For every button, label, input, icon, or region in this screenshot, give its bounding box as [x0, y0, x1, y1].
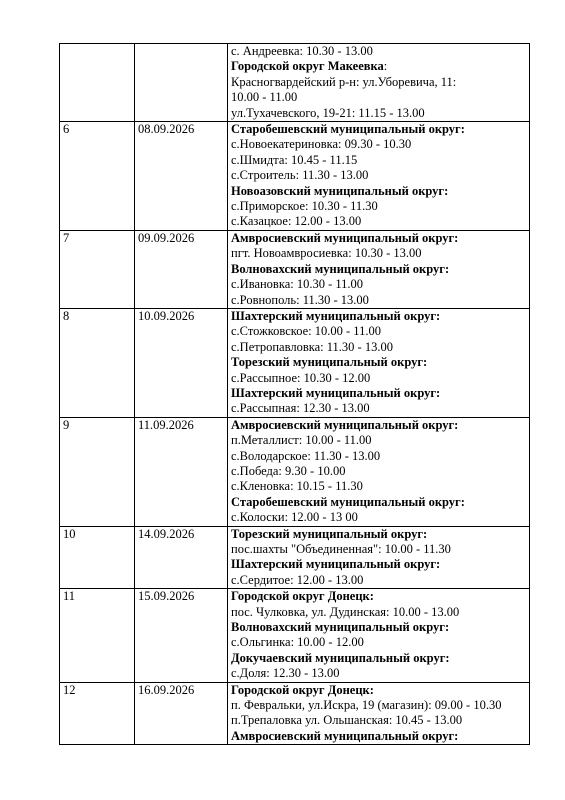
row-locations	[228, 44, 530, 122]
row-locations	[228, 526, 530, 589]
location-schedule-line	[231, 324, 526, 339]
district-heading	[231, 59, 526, 74]
row-date: 15.09.2026	[135, 589, 228, 682]
district-heading	[231, 309, 526, 324]
line-text: п. Февральки, ул.Искра, 19 (магазин): 09.00 - 10.30	[231, 698, 502, 713]
location-schedule-line	[231, 293, 526, 308]
district-heading	[231, 557, 526, 572]
district-heading	[231, 231, 526, 246]
row-date: 14.09.2026	[135, 526, 228, 589]
line-text: с.Победа: 9.30 - 10.00	[231, 463, 346, 478]
location-schedule-line	[231, 635, 526, 650]
line-text: с.Стожковское: 10.00 - 11.00	[231, 324, 381, 339]
line-text: Шахтерский муниципальный округ:	[231, 385, 441, 400]
district-heading	[231, 651, 526, 666]
table-row	[60, 122, 530, 231]
district-heading	[231, 184, 526, 199]
location-schedule-line	[231, 214, 526, 229]
district-heading	[231, 589, 526, 604]
line-text: Амвросиевский муниципальный округ:	[231, 230, 459, 245]
line-suffix: :	[383, 59, 388, 74]
line-text: 10.00 - 11.00	[231, 90, 298, 105]
line-text: Старобешевский муниципальный округ:	[231, 122, 465, 137]
line-text: с.Строитель: 11.30 - 13.00	[231, 168, 369, 183]
row-number: 6	[60, 122, 135, 231]
row-locations	[228, 230, 530, 308]
location-schedule-line	[231, 433, 526, 448]
line-text: с.Ольгинка: 10.00 - 12.00	[231, 635, 364, 650]
district-heading	[231, 683, 526, 698]
row-locations	[228, 682, 530, 745]
district-heading	[231, 418, 526, 433]
line-text: с.Новоекатериновка: 09.30 - 10.30	[231, 137, 412, 152]
district-heading	[231, 620, 526, 635]
location-schedule-line	[231, 464, 526, 479]
line-text: с.Петропавловка: 11.30 - 13.00	[231, 339, 393, 354]
district-heading	[231, 495, 526, 510]
table-row	[60, 526, 530, 589]
location-schedule-line	[231, 153, 526, 168]
location-schedule-line	[231, 90, 526, 105]
line-text: с.Приморское: 10.30 - 11.30	[231, 199, 378, 214]
table-row	[60, 230, 530, 308]
line-text: Шахтерский муниципальный округ:	[231, 308, 441, 323]
location-schedule-line	[231, 449, 526, 464]
row-date	[135, 44, 228, 122]
location-schedule-line	[231, 605, 526, 620]
location-schedule-line	[231, 137, 526, 152]
line-text: п.Металлист: 10.00 - 11.00	[231, 433, 372, 448]
row-number: 12	[60, 682, 135, 745]
table-row	[60, 682, 530, 745]
row-locations	[228, 589, 530, 682]
row-number: 7	[60, 230, 135, 308]
district-heading	[231, 386, 526, 401]
location-schedule-line	[231, 698, 526, 713]
line-text: Торезский муниципальный округ:	[231, 355, 428, 370]
location-schedule-line	[231, 199, 526, 214]
line-text: с.Рассыпное: 10.30 - 12.00	[231, 370, 371, 385]
line-text: с.Ровнополь: 11.30 - 13.00	[231, 292, 369, 307]
row-number: 10	[60, 526, 135, 589]
line-text: Старобешевский муниципальный округ:	[231, 494, 465, 509]
row-date: 11.09.2026	[135, 417, 228, 526]
line-text: с.Кленовка: 10.15 - 11.30	[231, 479, 363, 494]
line-text: Волновахский муниципальный округ:	[231, 620, 450, 635]
row-locations	[228, 122, 530, 231]
line-text: п.Трепаловка ул. Ольшанская: 10.45 - 13.00	[231, 713, 463, 728]
line-text: с. Андреевка: 10.30 - 13.00	[231, 44, 373, 58]
row-date: 08.09.2026	[135, 122, 228, 231]
line-text: пгт. Новоамвросиевка: 10.30 - 13.00	[231, 246, 422, 261]
line-text: Торезский муниципальный округ:	[231, 526, 428, 541]
line-text: Шахтерский муниципальный округ:	[231, 557, 441, 572]
line-text: Амвросиевский муниципальный округ:	[231, 728, 459, 743]
location-schedule-line	[231, 246, 526, 261]
district-heading	[231, 262, 526, 277]
line-text: с.Колоски: 12.00 - 13 00	[231, 510, 358, 525]
location-schedule-line	[231, 510, 526, 525]
location-schedule-line	[231, 542, 526, 557]
location-schedule-line	[231, 75, 526, 90]
location-schedule-line	[231, 573, 526, 588]
location-schedule-line	[231, 479, 526, 494]
line-text: Красногвардейский р-н: ул.Уборевича, 11:	[231, 74, 457, 89]
row-locations	[228, 417, 530, 526]
row-date: 10.09.2026	[135, 308, 228, 417]
district-heading	[231, 729, 526, 744]
line-text: Докучаевский муниципальный округ:	[231, 650, 450, 665]
line-text: с.Рассыпная: 12.30 - 13.00	[231, 401, 370, 416]
row-date: 09.09.2026	[135, 230, 228, 308]
table-row	[60, 308, 530, 417]
location-schedule-line	[231, 371, 526, 386]
line-text: Городской округ Макеевка	[231, 59, 384, 74]
line-text: Городской округ Донецк:	[231, 682, 374, 697]
district-heading	[231, 122, 526, 137]
location-schedule-line	[231, 401, 526, 416]
location-schedule-line	[231, 666, 526, 681]
line-text: Новоазовский муниципальный округ:	[231, 183, 449, 198]
row-number: 9	[60, 417, 135, 526]
line-text: ул.Тухачевского, 19-21: 11.15 - 13.00	[231, 105, 425, 120]
line-text: с.Шмидта: 10.45 - 11.15	[231, 152, 358, 167]
line-text: с.Сердитое: 12.00 - 13.00	[231, 572, 364, 587]
table-row	[60, 589, 530, 682]
line-text: Амвросиевский муниципальный округ:	[231, 417, 459, 432]
line-text: с.Доля: 12.30 - 13.00	[231, 666, 340, 681]
table-row	[60, 417, 530, 526]
line-text: пос.шахты "Объединенная": 10.00 - 11.30	[231, 542, 451, 556]
line-text: Городской округ Донецк:	[231, 589, 374, 604]
table-row	[60, 44, 530, 122]
row-date: 16.09.2026	[135, 682, 228, 745]
schedule-table-body	[60, 44, 530, 745]
row-number: 8	[60, 308, 135, 417]
row-number: 11	[60, 589, 135, 682]
location-schedule-line	[231, 713, 526, 728]
location-schedule-line	[231, 277, 526, 292]
row-number	[60, 44, 135, 122]
line-text: с.Володарское: 11.30 - 13.00	[231, 448, 381, 463]
district-heading	[231, 355, 526, 370]
line-text: с.Казацкое: 12.00 - 13.00	[231, 214, 362, 229]
line-text: Волновахский муниципальный округ:	[231, 261, 450, 276]
location-schedule-line	[231, 44, 526, 59]
schedule-table	[59, 43, 530, 745]
location-schedule-line	[231, 106, 526, 121]
row-locations	[228, 308, 530, 417]
district-heading	[231, 527, 526, 542]
location-schedule-line	[231, 340, 526, 355]
line-text: с.Ивановка: 10.30 - 11.00	[231, 277, 364, 292]
location-schedule-line	[231, 168, 526, 183]
line-text: пос. Чулковка, ул. Дудинская: 10.00 - 13.00	[231, 604, 460, 619]
